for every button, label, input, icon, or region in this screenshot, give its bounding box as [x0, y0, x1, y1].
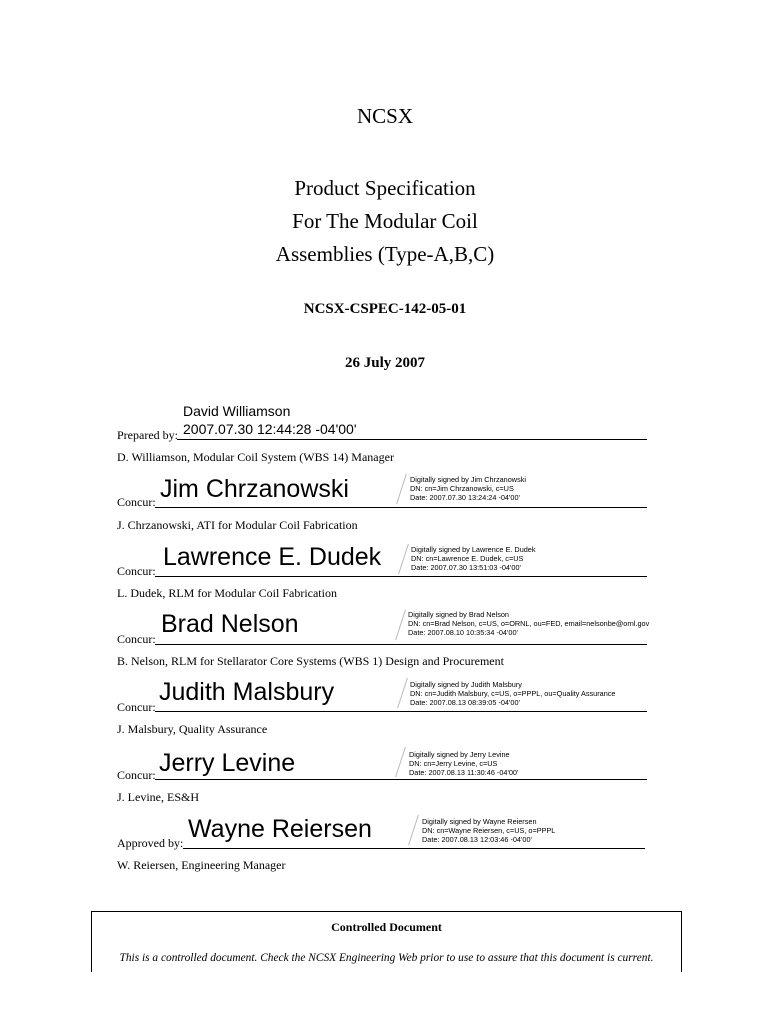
signed-by-line: Digitally signed by Jim Chrzanowski: [410, 475, 526, 484]
digital-signature-details: [408, 610, 649, 637]
signer-caption: W. Reiersen, Engineering Manager: [117, 858, 286, 872]
concur-label: Concur:: [117, 768, 156, 782]
signature-stamp-mark: [397, 678, 408, 709]
signed-by-line: Digitally signed by Lawrence E. Dudek: [411, 545, 536, 554]
digital-signature-details: [409, 750, 518, 777]
preparer-signature-timestamp: 2007.07.30 12:44:28 -04'00': [183, 421, 357, 437]
dn-line: DN: cn=Wayne Reiersen, c=US, o=PPPL: [422, 826, 556, 835]
signature-stamp-mark: [396, 474, 407, 505]
digital-signature-details: [410, 475, 526, 502]
dn-line: DN: cn=Brad Nelson, c=US, o=ORNL, ou=FED, email=nelsonbe@ornl.gov: [408, 619, 650, 628]
digital-signature-details: [422, 817, 555, 844]
date-line: Date: 2007.07.30 13:51:03 -04'00': [411, 563, 521, 572]
signature-line: [155, 576, 647, 577]
program-name: NCSX: [356, 104, 414, 128]
dn-line: DN: cn=Jim Chrzanowski, c=US: [410, 484, 514, 493]
concur-label: Concur:: [117, 632, 156, 646]
date-line: Date: 2007.08.13 08:39:05 -04'00': [410, 698, 520, 707]
signed-by-line: Digitally signed by Jerry Levine: [409, 750, 510, 759]
prepared-signature-line: [177, 439, 647, 440]
signed-by-line: Digitally signed by Brad Nelson: [408, 610, 509, 619]
signature-stamp-mark: [398, 544, 409, 575]
date-line: Date: 2007.08.13 12:03:46 -04'00': [422, 835, 532, 844]
signature-line: [155, 711, 647, 712]
digital-signature-details: [411, 545, 536, 572]
date-line: Date: 2007.08.13 11:30:46 -04'00': [409, 768, 519, 777]
signature-stamp-mark: [395, 610, 406, 641]
concur-label: Concur:: [117, 564, 156, 578]
signature-name: Jerry Levine: [159, 749, 296, 777]
signature-line: [183, 848, 645, 849]
date-line: Date: 2007.07.30 13:24:24 -04'00': [410, 493, 520, 502]
signature-line: [155, 507, 647, 508]
signer-caption: J. Levine, ES&H: [117, 790, 199, 804]
title-line-2: For The Modular Coil: [292, 209, 478, 233]
date-line: Date: 2007.08.10 10:35:34 -04'00': [408, 628, 518, 637]
document-number: NCSX-CSPEC-142-05-01: [303, 301, 467, 317]
digital-signature-details: [410, 680, 616, 707]
signature-line: [155, 644, 647, 645]
dn-line: DN: cn=Lawrence E. Dudek, c=US: [411, 554, 524, 563]
signature-name: Judith Malsbury: [159, 678, 335, 706]
signed-by-line: Digitally signed by Wayne Reiersen: [422, 817, 537, 826]
signer-caption: J. Malsbury, Quality Assurance: [117, 722, 268, 736]
signer-caption: J. Chrzanowski, ATI for Modular Coil Fabrication: [117, 518, 358, 532]
signature-name: Jim Chrzanowski: [160, 475, 349, 503]
approved-by-label: Approved by:: [117, 836, 184, 850]
prepared-by-label: Prepared by:: [117, 428, 178, 442]
signer-caption: B. Nelson, RLM for Stellarator Core Systems (WBS 1) Design and Procurement: [117, 654, 504, 668]
title-line-3: Assemblies (Type-A,B,C): [275, 242, 495, 266]
signature-name: Brad Nelson: [161, 610, 299, 638]
signature-stamp-mark: [395, 747, 406, 778]
document-date: 26 July 2007: [344, 355, 425, 371]
preparer-signature-name: David Williamson: [183, 403, 291, 419]
controlled-document-title: Controlled Document: [331, 920, 442, 934]
signature-name: Wayne Reiersen: [188, 815, 372, 843]
signature-line: [155, 779, 647, 780]
signer-caption: L. Dudek, RLM for Modular Coil Fabrication: [117, 586, 337, 600]
dn-line: DN: cn=Judith Malsbury, c=US, o=PPPL, ou=Quality Assurance: [410, 689, 616, 698]
dn-line: DN: cn=Jerry Levine, c=US: [409, 759, 498, 768]
title-line-1: Product Specification: [294, 176, 476, 200]
controlled-document-box: [91, 911, 682, 972]
document-title: [0, 172, 770, 271]
controlled-document-notice: This is a controlled document. Check the NCSX Engineering Web prior to use to assure that this document is current.: [119, 952, 654, 964]
preparer-caption: D. Williamson, Modular Coil System (WBS 14) Manager: [117, 450, 394, 464]
signed-by-line: Digitally signed by Judith Malsbury: [410, 680, 522, 689]
concur-label: Concur:: [117, 495, 156, 509]
signature-stamp-mark: [408, 815, 419, 846]
signature-name: Lawrence E. Dudek: [163, 543, 382, 571]
concur-label: Concur:: [117, 700, 156, 714]
